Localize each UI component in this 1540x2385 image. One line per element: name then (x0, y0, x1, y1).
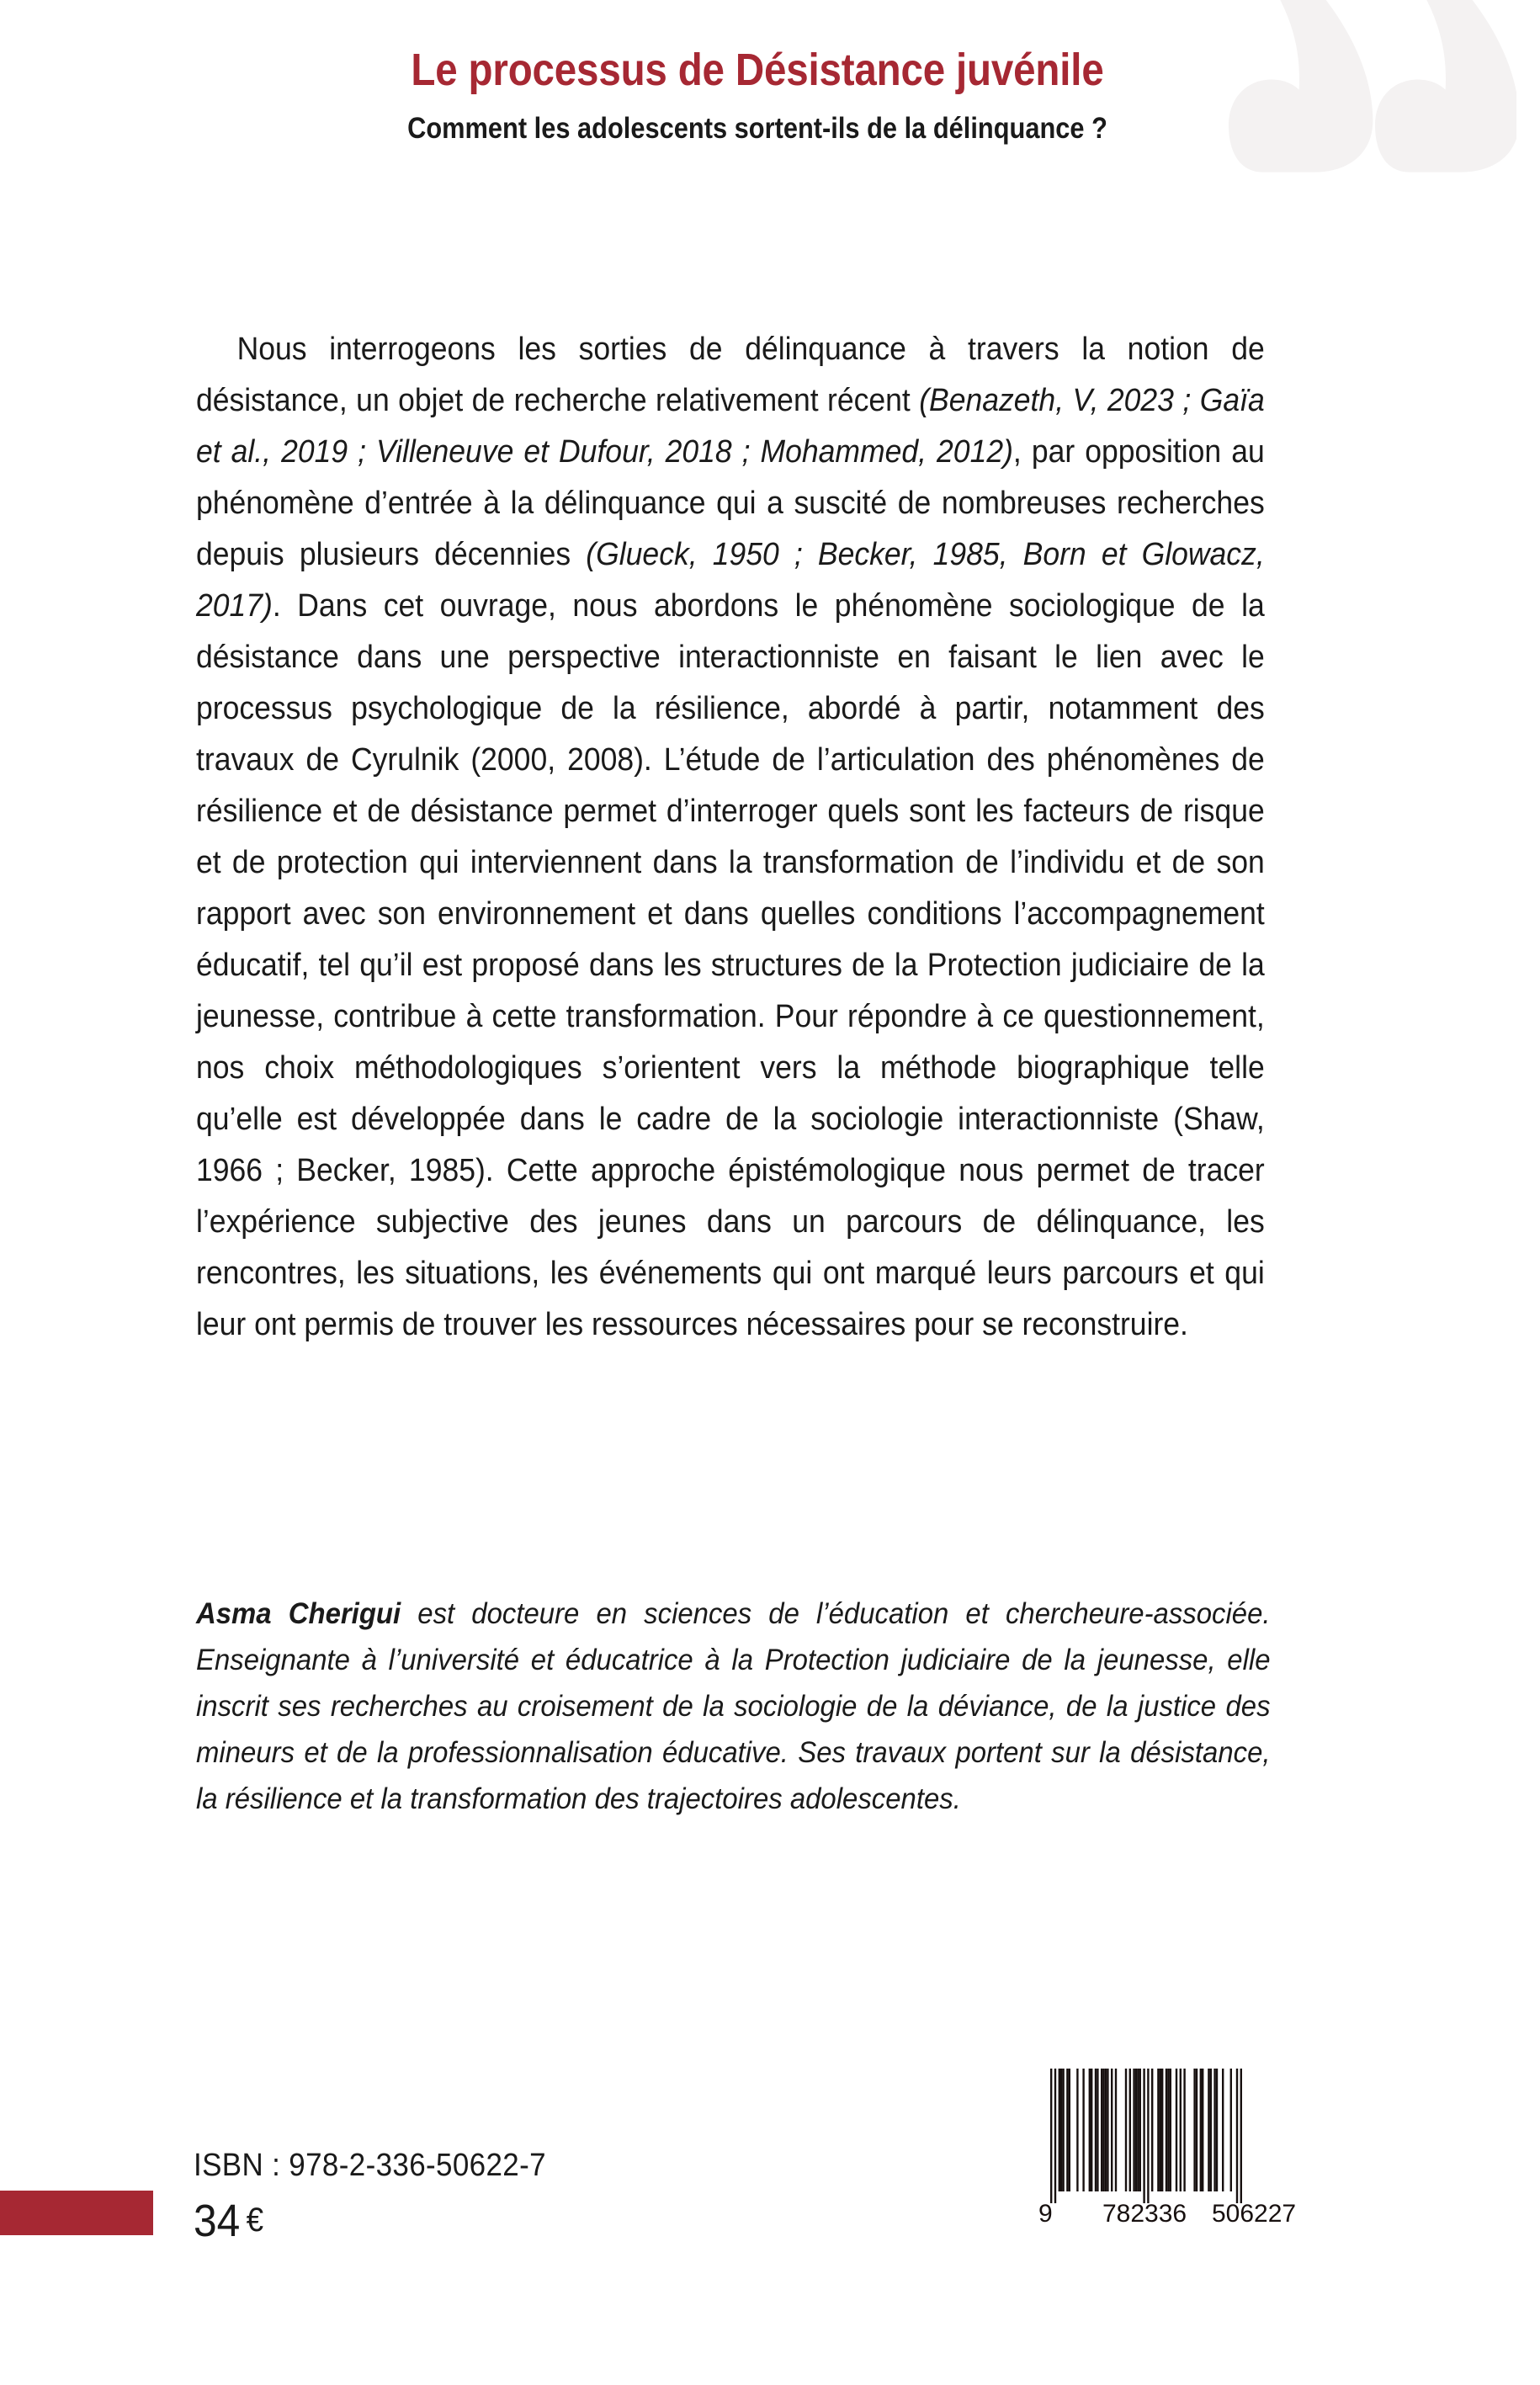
author-bio-paragraph (196, 1591, 1271, 1822)
price-value: 34 (194, 2196, 241, 2246)
author-name: Asma Cherigui (196, 1597, 401, 1630)
page-subtitle: Comment les adolescents sortent-ils de la délinquance ? (407, 112, 1107, 146)
blurb-citation: (Benazeth, V, 2023 ; Gaïa et al., 2019 ; Villeneuve et Dufour, 2018 ; Mohammed, 2012) (196, 383, 1265, 470)
svg-text:506227: 506227 (1212, 2200, 1297, 2227)
barcode (1025, 2062, 1328, 2227)
blurb-paragraph (196, 324, 1265, 1351)
price-currency: € (246, 2202, 264, 2239)
accent-bar (0, 2191, 153, 2235)
blurb-citation: (Glueck, 1950 ; Becker, 1985, Born et Glowacz, 2017) (196, 537, 1265, 624)
blurb-text (196, 324, 1265, 1351)
title-block (126, 44, 1389, 146)
page-title: Le processus de Désistance juvénile (411, 45, 1104, 95)
svg-text:782336: 782336 (1102, 2200, 1187, 2227)
blurb-segment: , par opposition au phénomène d’entrée à la délinquance qui a suscité de nombreuses recherches depuis plusieurs décennies (196, 434, 1265, 572)
svg-text:9: 9 (1038, 2200, 1053, 2227)
isbn-text: ISBN : 978-2-336-50622-7 (194, 2148, 546, 2183)
author-bio (196, 1591, 1271, 1822)
blurb-segment: . Dans cet ouvrage, nous abordons le phénomène sociologique de la désistance dans une perspective interactionniste en faisant le lien avec le processus psychologique de la résilience, abordé à partir, notamment des travaux de Cyrulnik (2000, 2008). L’étude de l’articulation des phénomènes de résilience et de désistance permet d’interroger quels sont les facteurs de risque et de protection qui interviennent dans la transformation de l’individu et de son rapport avec son environnement et dans quelles conditions l’accompagnement éducatif, tel qu’il est proposé dans les structures de la Protection judiciaire de la jeunesse, contribue à cette transformation. Pour répondre à ce questionnement, nos choix méthodologiques s’orientent vers la méthode biographique telle qu’elle est développée dans le cadre de la sociologie interactionniste (Shaw, 1966 ; Becker, 1985). Cette approche épistémologique nous permet de tracer l’expérience subjective des jeunes dans un parcours de délinquance, les rencontres, les situations, les événements qui ont marqué leurs parcours et qui leur ont permis de trouver les ressources nécessaires pour se reconstruire. (196, 588, 1265, 1342)
price-text (194, 2195, 263, 2247)
author-bio-text: est docteure en sciences de l’éducation et chercheure-associée. Enseignante à l’université et éducatrice à la Protection judiciaire de la jeunesse, elle inscrit ses recherches au croisement de la sociologie de la déviance, de la justice des mineurs et de la professionnalisation éducative. Ses travaux portent sur la désistance, la résilience et la transformation des trajectoires adolescentes. (196, 1597, 1271, 1815)
blurb-segment: Nous interrogeons les sorties de délinquance à travers la notion de désistance, un objet de recherche relativement récent (196, 332, 1265, 418)
